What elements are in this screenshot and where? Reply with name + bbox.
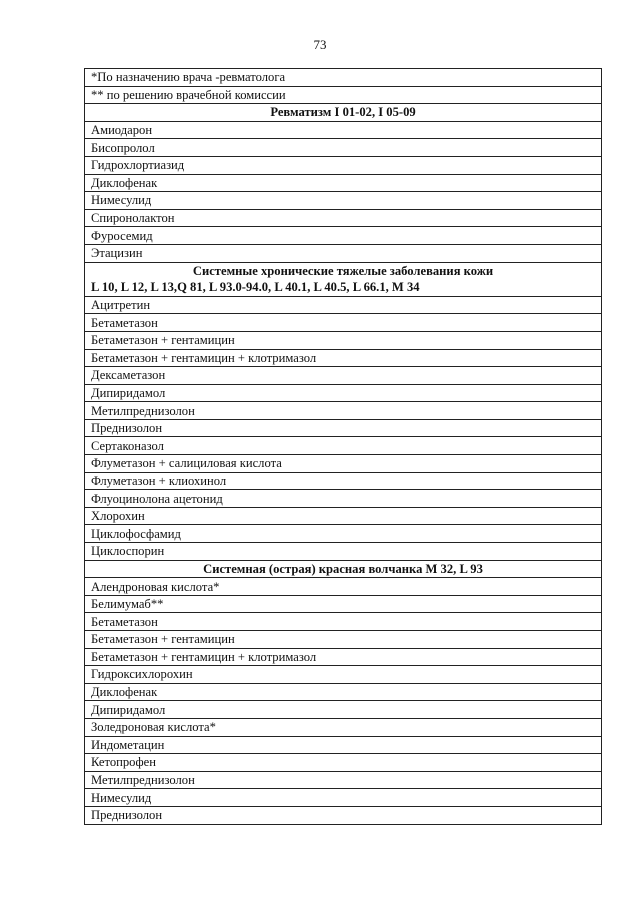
- table-row: [85, 754, 602, 772]
- drug-name: Амиодарон: [85, 121, 602, 139]
- drug-name: Белимумаб**: [85, 595, 602, 613]
- drug-name: Ацитретин: [85, 296, 602, 314]
- section-header-row: [85, 104, 602, 122]
- drug-name: Бетаметазон + гентамицин + клотримазол: [85, 349, 602, 367]
- table-row: [85, 806, 602, 824]
- drug-name: Диклофенак: [85, 174, 602, 192]
- table-row: [85, 331, 602, 349]
- section-title-lupus: Системная (острая) красная волчанка М 32, L 93: [85, 560, 602, 578]
- footnote-medical-commission: ** по решению врачебной комиссии: [85, 86, 602, 104]
- table-row: [85, 86, 602, 104]
- drug-name: Дексаметазон: [85, 367, 602, 385]
- table-row: [85, 683, 602, 701]
- table-row: [85, 578, 602, 596]
- table-row: [85, 771, 602, 789]
- table-row: [85, 631, 602, 649]
- table-row: [85, 789, 602, 807]
- drug-name: Кетопрофен: [85, 754, 602, 772]
- drug-name: Циклоспорин: [85, 543, 602, 561]
- drug-name: Алендроновая кислота*: [85, 578, 602, 596]
- drug-name: Бетаметазон + гентамицин: [85, 631, 602, 649]
- drug-name: Дипиридамол: [85, 701, 602, 719]
- page-number: 73: [313, 37, 327, 52]
- section-codes-skin-diseases: L 10, L 12, L 13,Q 81, L 93.0-94.0, L 40.1, L 40.5, L 66.1, M 34: [85, 279, 602, 296]
- drug-name: Бетаметазон: [85, 613, 602, 631]
- table-row: [85, 349, 602, 367]
- table-row: [85, 701, 602, 719]
- drug-name: Гидроксихлорохин: [85, 666, 602, 684]
- table-row: [85, 244, 602, 262]
- drug-name: Золедроновая кислота*: [85, 718, 602, 736]
- drug-name: Преднизолон: [85, 419, 602, 437]
- drug-list-table: [84, 68, 602, 825]
- footnote-rheumatologist: *По назначению врача -ревматолога: [85, 69, 602, 87]
- table-row: [85, 139, 602, 157]
- drug-name: Нимесулид: [85, 789, 602, 807]
- table-row: [85, 666, 602, 684]
- table-row: [85, 718, 602, 736]
- table-row: [85, 472, 602, 490]
- drug-name: Флуоцинолона ацетонид: [85, 490, 602, 508]
- table-row: [85, 296, 602, 314]
- table-row: [85, 227, 602, 245]
- table-row: [85, 121, 602, 139]
- table-row: [85, 736, 602, 754]
- table-row: [85, 543, 602, 561]
- table-row: [85, 209, 602, 227]
- table-row: [85, 174, 602, 192]
- table-row: [85, 613, 602, 631]
- drug-name: Гидрохлортиазид: [85, 156, 602, 174]
- section-title-rheumatism: Ревматизм I 01-02, I 05-09: [85, 104, 602, 122]
- drug-name: Спиронолактон: [85, 209, 602, 227]
- drug-name: Метилпреднизолон: [85, 402, 602, 420]
- drug-name: Бетаметазон: [85, 314, 602, 332]
- drug-name: Фуросемид: [85, 227, 602, 245]
- table-row: [85, 402, 602, 420]
- section-title-skin-diseases: Системные хронические тяжелые заболевания кожи: [85, 262, 602, 279]
- table-row: [85, 192, 602, 210]
- drug-name: Преднизолон: [85, 806, 602, 824]
- drug-name: Дипиридамол: [85, 384, 602, 402]
- drug-name: Этацизин: [85, 244, 602, 262]
- section-codes-row: [85, 279, 602, 296]
- section-header-row: [85, 560, 602, 578]
- table-row: [85, 507, 602, 525]
- drug-name: Бетаметазон + гентамицин: [85, 331, 602, 349]
- drug-name: Флуметазон + клиохинол: [85, 472, 602, 490]
- table-row: [85, 437, 602, 455]
- table-row: [85, 156, 602, 174]
- table-row: [85, 419, 602, 437]
- drug-name: Циклофосфамид: [85, 525, 602, 543]
- drug-name: Бетаметазон + гентамицин + клотримазол: [85, 648, 602, 666]
- table-row: [85, 455, 602, 473]
- table-row: [85, 69, 602, 87]
- drug-name: Сертаконазол: [85, 437, 602, 455]
- drug-name: Индометацин: [85, 736, 602, 754]
- table-row: [85, 525, 602, 543]
- drug-name: Флуметазон + салициловая кислота: [85, 455, 602, 473]
- table-row: [85, 384, 602, 402]
- table-row: [85, 314, 602, 332]
- drug-name: Хлорохин: [85, 507, 602, 525]
- drug-name: Нимесулид: [85, 192, 602, 210]
- drug-name: Метилпреднизолон: [85, 771, 602, 789]
- table-row: [85, 595, 602, 613]
- table-row: [85, 648, 602, 666]
- drug-name: Бисопролол: [85, 139, 602, 157]
- table-row: [85, 367, 602, 385]
- drug-name: Диклофенак: [85, 683, 602, 701]
- section-header-row: [85, 262, 602, 279]
- table-row: [85, 490, 602, 508]
